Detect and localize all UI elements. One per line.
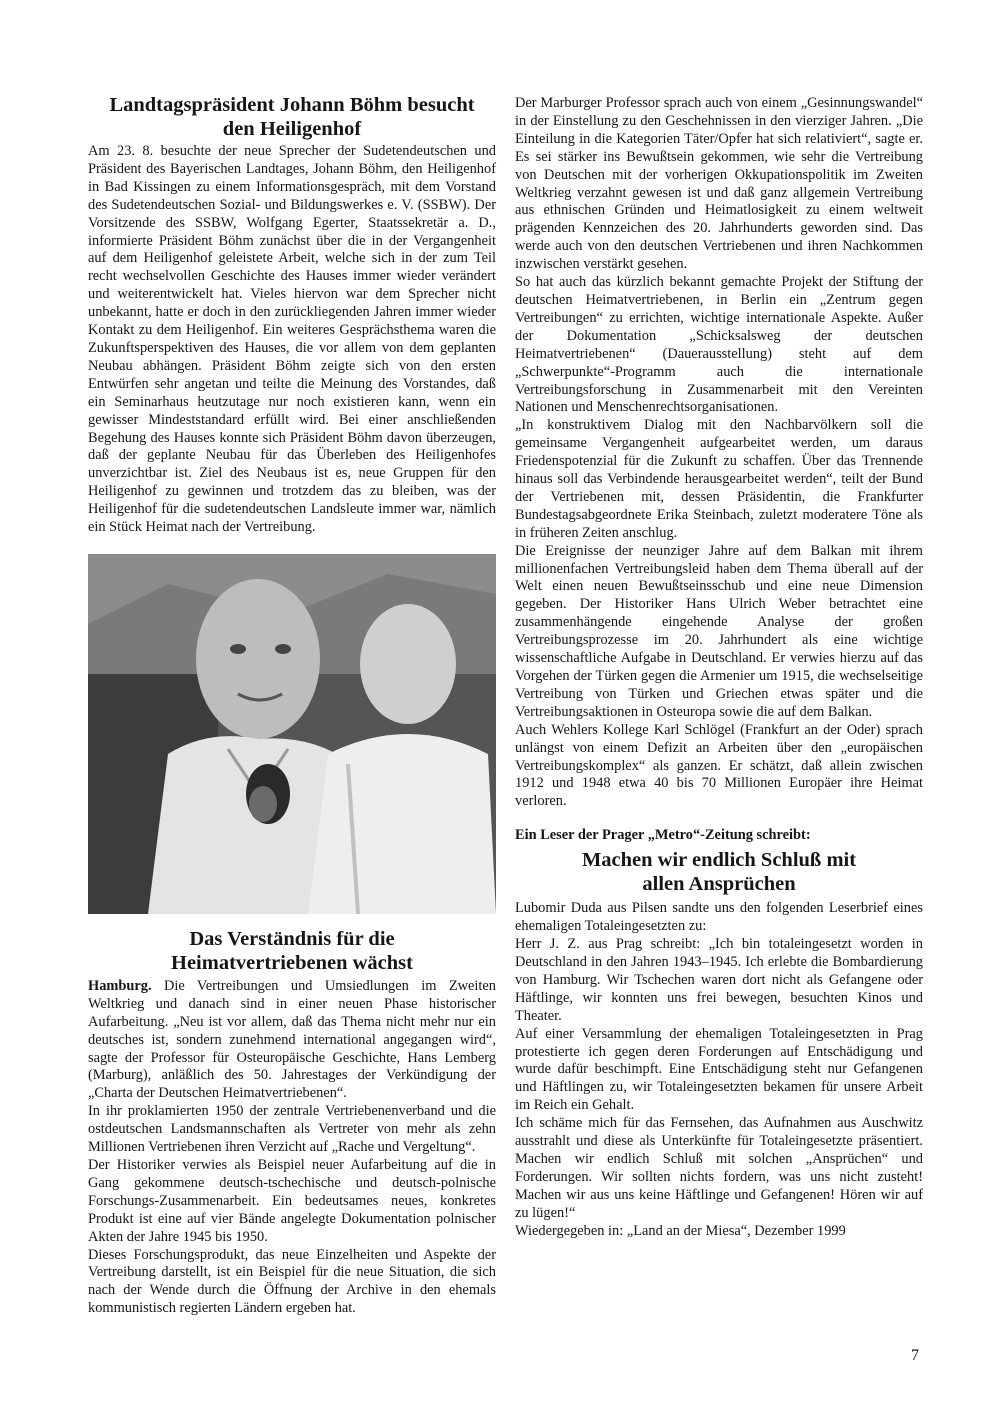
article2-paragraph-2: In ihr proklamierten 1950 der zentrale Vertriebenenverband und die ostdeutschen Landsmannschaften als Vertreter von mehr als zehn Millionen Vertriebenen ihren Verzicht auf „Rache und Vergeltung“.: [88, 1103, 496, 1156]
article3-paragraph-3: Auf einer Versammlung der ehemaligen Totaleingesetzten in Prag protestierte ich gegen deren Forderungen auf Entschädigung und wurde dafür beschimpft. Eine Entschädigung steht nur Gefangenen und Häftlingen zu, wir Totaleingesetzten bekamen für unsere Arbeit im Reich ein Gehalt.: [515, 1025, 923, 1114]
article3-paragraph-2: Herr J. Z. aus Prag schreibt: „Ich bin totaleingesetzt worden in Deutschland in den Jahren 1943–1945. Ich erlebte die Bombardierung von Hamburg. Wir Tschechen waren dort nicht als Gefangene oder Häftlinge, wir konnten uns frei bewegen, besuchten Kinos und Theater.: [515, 936, 923, 1024]
article2-title: [88, 927, 496, 975]
article1-title: [88, 93, 496, 141]
left-column: [88, 93, 496, 1318]
article2-paragraph-9: Auch Wehlers Kollege Karl Schlögel (Frankfurt an der Oder) sprach unlängst von einem Defizit an Arbeiten über den „europäischen Vertreibungskomplex“ als ganzen. Er schätzt, daß allein zwischen 1912 und 1948 etwa 40 bis 70 Millionen Europäer ihre Heimat verloren.: [515, 721, 923, 810]
article1-title-line2: den Heiligenhof: [222, 118, 362, 140]
article2-paragraph-4: Dieses Forschungsprodukt, das neue Einzelheiten und Aspekte der Vertreibung darstellt, ist ein Beispiel für die neue Situation, die sich nach der Wende durch die Öffnung der Archive in den ehemals kommunistisch regierten Ländern ergeben hat.: [88, 1246, 496, 1317]
article3-paragraph-4: Ich schäme mich für das Fernsehen, das Aufnahmen aus Auschwitz ausstrahlt und diese als Unterkünfte für Totaleingesetzte präsentiert. Machen wir endlich Schluß mit solchen „Ansprüchen“ und Forderungen. Wir sollten nichts fordern, was uns nicht zusteht! Machen wir aus uns keine Häftlinge und Gefangenen! Hören wir auf zu lügen!“: [515, 1115, 923, 1221]
article3-title-line1: Machen wir endlich Schluß mit: [581, 849, 857, 872]
photo-illustration: [88, 554, 496, 914]
article1-body: Am 23. 8. besuchte der neue Sprecher der Sudetendeutschen und Präsident des Bayerischen Landtages, Johann Böhm, den Heiligenhof in Bad Kissingen zu einem Informationsgespräch, mit dem Vorstand des Sudetendeutschen Sozial- und Bildungswerkes e. V. (SSBW). Der Vorsitzende des SSBW, Wolfgang Egerter, Staatssekretär a. D., informierte Präsident Böhm zunächst über die in der Vergangenheit auf dem Heiligenhof geleistete Arbeit, welche sich in der zum Teil recht wechselvollen Geschichte des Hauses immer wieder verändert und weiterentwickelt hat. Vieles hiervon war dem Sprecher nicht unbekannt, hatte er doch in den zurückliegenden Jahren immer wieder Kontakt zu dem Heiligenhof. Ein weiteres Gesprächsthema waren die Zukunftsperspektiven des Hauses, die vor allem von dem geplanten Neubau abhängen. Präsident Böhm zeigte sich von den ersten Entwürfen sehr angetan und teilte die Meinung des Vorstandes, daß ein Seminarhaus heutzutage nur noch existieren kann, wenn ein gewisser Mindeststandard erfüllt wird. Bei einer anschließenden Begehung des Hauses konnte sich Präsident Böhm davon überzeugen, daß der geplante Neubau für das Überleben des Heiligenhofes unverzichtbar ist. Ziel des Neubaus ist es, neue Gruppen für den Heiligenhof zu gewinnen und trotzdem das zu bleiben, was der Heiligenhof für die sudetendeutschen Landsleute immer war, nämlich ein Stück Heimat nach der Vertreibung.: [88, 143, 496, 536]
article2-paragraph-1: [88, 978, 496, 1103]
article2-paragraph-1-text: Die Vertreibungen und Umsiedlungen im Zweiten Weltkrieg und danach sind in einer neuen Phase historischer Aufarbeitung. „Neu ist vor allem, daß das Thema nicht mehr nur ein deutsches ist, sondern zunehmend international angegangen wird“, sagte der Professor für Osteuropäische Geschichte, Hans Lemberg (Marburg), anläßlich des 50. Jahrestages der Verkündigung der „Charta der Deutschen Heimatvertriebenen“.: [88, 977, 496, 1102]
article3-source: Wiedergegeben in: „Land an der Miesa“, Dezember 1999: [515, 1222, 846, 1239]
article1-title-line1: Landtagspräsident Johann Böhm besucht: [109, 94, 475, 116]
article2-title-line1: Das Verständnis für die: [189, 927, 395, 950]
article3-title-line2: allen Ansprüchen: [642, 873, 796, 896]
article2-paragraph-5: Der Marburger Professor sprach auch von einem „Gesinnungswandel“ in der Einstellung zu den Geschehnissen in den vierziger Jahren. „Die Einteilung in die Kategorien Täter/Opfer hat sich relativiert“, sagte er. Es sei stärker ins Bewußtsein gekommen, wie sehr die Vertreibung von Deutschen mit der vorherigen Okkupationspolitik im Zweiten Weltkrieg verzahnt gewesen ist und daß ganz allgemein Vertreibung aus ethnischen Gründen und Heimatlosigkeit zu einem weltweit prägenden Kennzeichen des 20. Jahrhunderts geworden sind. Das werde auch von den deutschen Vertriebenen und ihren Nachkommen inzwischen verstärkt gesehen.: [515, 95, 923, 273]
page-number: 7: [911, 1347, 919, 1364]
article2-paragraph-3: Der Historiker verwies als Beispiel neuer Aufarbeitung auf die in Gang gekommene deutsch-tschechische und deutsch-polnische Forschungs-Zusammenarbeit. Ein bedeutsames neues, konkretes Produkt ist eine auf vier Bände angelegte Dokumentation polnischer Akten der Jahre 1945 bis 1950.: [88, 1157, 496, 1245]
article2-paragraph-7: „In konstruktivem Dialog mit den Nachbarvölkern soll die gemeinsame Vergangenheit aufgearbeitet werden, um daraus Friedenspotenzial für die Zukunft zu schaffen. Über das Trennende hinaus soll das Verbindende herausgearbeitet werden“, teilt der Bund der Vertriebenen mit, dessen Präsidentin, die Frankfurter Bundestagsabgeordnete Erika Steinbach, zuletzt moderatere Töne als in früheren Zeiten anschlug.: [515, 417, 923, 541]
article2-title-line2: Heimatvertriebenen wächst: [171, 951, 413, 974]
article3-title: [515, 848, 923, 896]
article3-kicker: Ein Leser der Prager „Metro“-Zeitung schreibt:: [515, 827, 811, 844]
article3-paragraph-1: Lubomir Duda aus Pilsen sandte uns den folgenden Leserbrief eines ehemaligen Totaleingesetzten zu:: [515, 900, 923, 935]
right-column: [515, 95, 923, 1240]
article2-dateline: Hamburg.: [88, 977, 152, 994]
news-photo: [88, 554, 496, 914]
article2-paragraph-8: Die Ereignisse der neunziger Jahre auf dem Balkan mit ihrem millionenfachen Vertreibungsleid haben dem Thema überall auf der Welt einen neuen Bewußtseinsschub und eine neue Dimension gegeben. Der Historiker Hans Ulrich Weber betrachtet eine zusammenhängende eingehende Analyse der großen Vertreibungsprozesse im 20. Jahrhundert als eine wichtige wissenschaftliche Aufgabe in Deutschland. Er verwies hierzu auf das Vorgehen der Türken gegen die Armenier um 1915, die wechselseitige Vertreibung von Türken und Griechen etwas später und die Vertreibungsaktionen in Osteuropa sowie die auf dem Balkan.: [515, 542, 923, 720]
article2-paragraph-6: So hat auch das kürzlich bekannt gemachte Projekt der Stiftung der deutschen Heimatvertriebenen, in Berlin ein „Zentrum gegen Vertreibungen“ zu errichten, wichtige internationale Aspekte. Außer der Dokumentation „Schicksalsweg der deutschen Heimatvertriebenen“ (Dauerausstellung) steht auf dem „Schwerpunkte“-Programm auch die internationale Vertreibungsforschung in Zusammenarbeit mit den Vereinten Nationen und Menschenrechtsorganisationen.: [515, 274, 923, 416]
